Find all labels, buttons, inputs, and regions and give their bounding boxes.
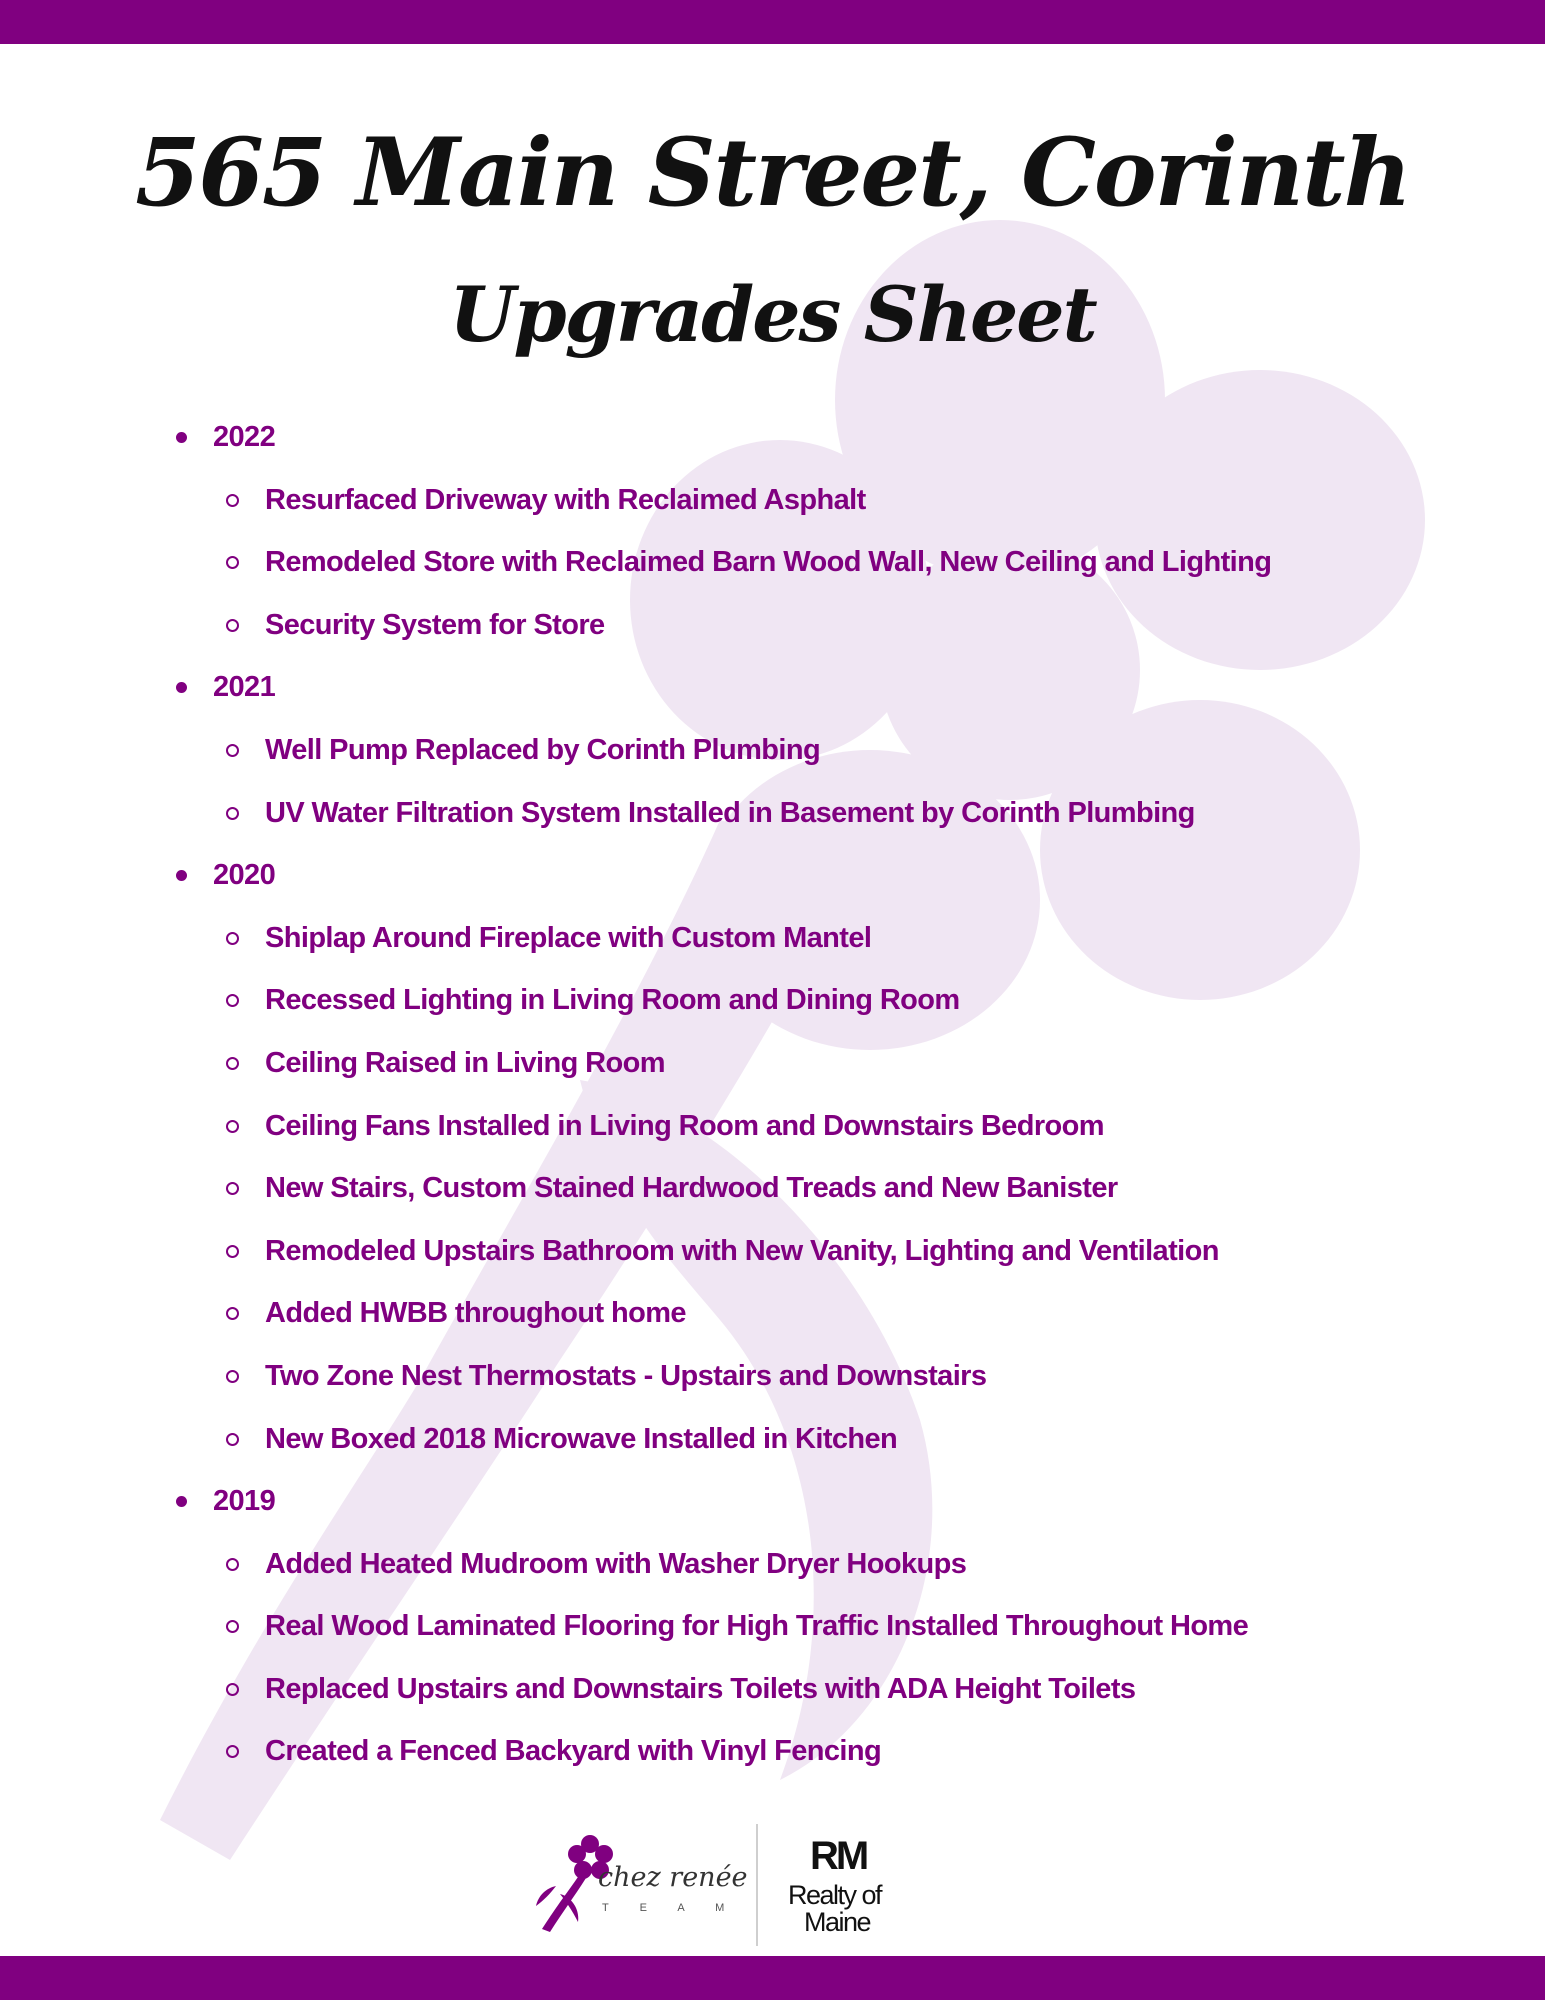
upgrade-item-text: Security System for Store (265, 608, 605, 641)
upgrade-item-text: New Stairs, Custom Stained Hardwood Treads and New Banister (265, 1172, 1118, 1205)
logo-divider (756, 1824, 758, 1946)
list-item (0, 475, 1545, 538)
realty-of-maine-mark: RM (810, 1834, 867, 1878)
hollow-bullet-icon (226, 1433, 239, 1446)
list-item (0, 725, 1545, 788)
realty-of-maine-line2: Maine (804, 1907, 871, 1937)
list-item (0, 913, 1545, 976)
logo-petal (595, 1845, 613, 1863)
hollow-bullet-icon (226, 1683, 239, 1696)
list-item (0, 1414, 1545, 1477)
logo-stem (542, 1874, 586, 1932)
document-subtitle: Upgrades Sheet (449, 270, 1096, 359)
upgrade-item-text: Remodeled Store with Reclaimed Barn Wood Wall, New Ceiling and Lighting (265, 546, 1272, 579)
list-item (0, 1664, 1545, 1727)
filled-bullet-icon (176, 1496, 187, 1507)
upgrade-item-text: Added Heated Mudroom with Washer Dryer Hookups (265, 1547, 967, 1580)
chez-renee-tagline: T E A M (602, 1902, 739, 1914)
upgrade-item-text: Created a Fenced Backyard with Vinyl Fencing (265, 1735, 882, 1768)
upgrade-item-text: Added HWBB throughout home (265, 1297, 686, 1330)
upgrade-item-text: Two Zone Nest Thermostats - Upstairs and Downstairs (265, 1359, 987, 1392)
upgrades-list (0, 412, 1545, 1789)
list-item (0, 1288, 1545, 1351)
list-item (0, 975, 1545, 1038)
list-item (0, 1101, 1545, 1164)
upgrade-items (0, 475, 1545, 663)
hollow-bullet-icon (226, 1245, 239, 1258)
list-item (0, 1163, 1545, 1226)
upgrade-item-text: Real Wood Laminated Flooring for High Traffic Installed Throughout Home (265, 1610, 1249, 1643)
year-block-2019 (0, 1476, 1545, 1789)
upgrade-item-text: Shiplap Around Fireplace with Custom Mantel (265, 921, 872, 954)
document-title: 565 Main Street, Corinth (135, 118, 1410, 228)
year-heading (0, 662, 1545, 725)
footer-logos (520, 1820, 940, 1950)
upgrade-item-text: Remodeled Upstairs Bathroom with New Vanity, Lighting and Ventilation (265, 1234, 1219, 1267)
hollow-bullet-icon (226, 1307, 239, 1320)
list-item (0, 1726, 1545, 1789)
year-heading (0, 850, 1545, 913)
filled-bullet-icon (176, 870, 187, 881)
hollow-bullet-icon (226, 1558, 239, 1571)
year-heading (0, 1476, 1545, 1539)
list-item (0, 788, 1545, 851)
list-item (0, 537, 1545, 600)
upgrade-item-text: New Boxed 2018 Microwave Installed in Kitchen (265, 1422, 898, 1455)
list-item (0, 1038, 1545, 1101)
hollow-bullet-icon (226, 807, 239, 820)
upgrade-items (0, 1539, 1545, 1789)
hollow-bullet-icon (226, 994, 239, 1007)
list-item (0, 1601, 1545, 1664)
logo-petal (568, 1845, 586, 1863)
hollow-bullet-icon (226, 556, 239, 569)
logo-leaf (536, 1886, 556, 1906)
upgrade-items (0, 725, 1545, 850)
hollow-bullet-icon (226, 932, 239, 945)
year-label: 2021 (213, 671, 276, 704)
hollow-bullet-icon (226, 1370, 239, 1383)
year-block-2021 (0, 662, 1545, 850)
upgrade-item-text: Well Pump Replaced by Corinth Plumbing (265, 733, 821, 766)
hollow-bullet-icon (226, 1120, 239, 1133)
upgrade-item-text: UV Water Filtration System Installed in Basement by Corinth Plumbing (265, 796, 1195, 829)
year-block-2022 (0, 412, 1545, 662)
upgrade-item-text: Resurfaced Driveway with Reclaimed Asphalt (265, 483, 866, 516)
upgrade-item-text: Ceiling Raised in Living Room (265, 1046, 665, 1079)
list-item (0, 1539, 1545, 1602)
bottom-border-bar (0, 1956, 1545, 2000)
year-label: 2020 (213, 859, 276, 892)
list-item (0, 1351, 1545, 1414)
hollow-bullet-icon (226, 744, 239, 757)
hollow-bullet-icon (226, 619, 239, 632)
list-item (0, 600, 1545, 663)
year-heading (0, 412, 1545, 475)
upgrade-item-text: Replaced Upstairs and Downstairs Toilets with ADA Height Toilets (265, 1672, 1136, 1705)
year-label: 2019 (213, 1485, 276, 1518)
hollow-bullet-icon (226, 1182, 239, 1195)
upgrade-item-text: Ceiling Fans Installed in Living Room and Downstairs Bedroom (265, 1109, 1104, 1142)
filled-bullet-icon (176, 682, 187, 693)
upgrade-items (0, 913, 1545, 1476)
hollow-bullet-icon (226, 1057, 239, 1070)
hollow-bullet-icon (226, 1745, 239, 1758)
year-block-2020 (0, 850, 1545, 1476)
list-item (0, 1226, 1545, 1289)
hollow-bullet-icon (226, 494, 239, 507)
year-label: 2022 (213, 421, 276, 453)
realty-of-maine-line1: Realty of (788, 1880, 882, 1910)
chez-renee-name: chez renée (598, 1862, 748, 1893)
filled-bullet-icon (176, 432, 187, 443)
hollow-bullet-icon (226, 1620, 239, 1633)
upgrade-item-text: Recessed Lighting in Living Room and Dining Room (265, 984, 960, 1017)
